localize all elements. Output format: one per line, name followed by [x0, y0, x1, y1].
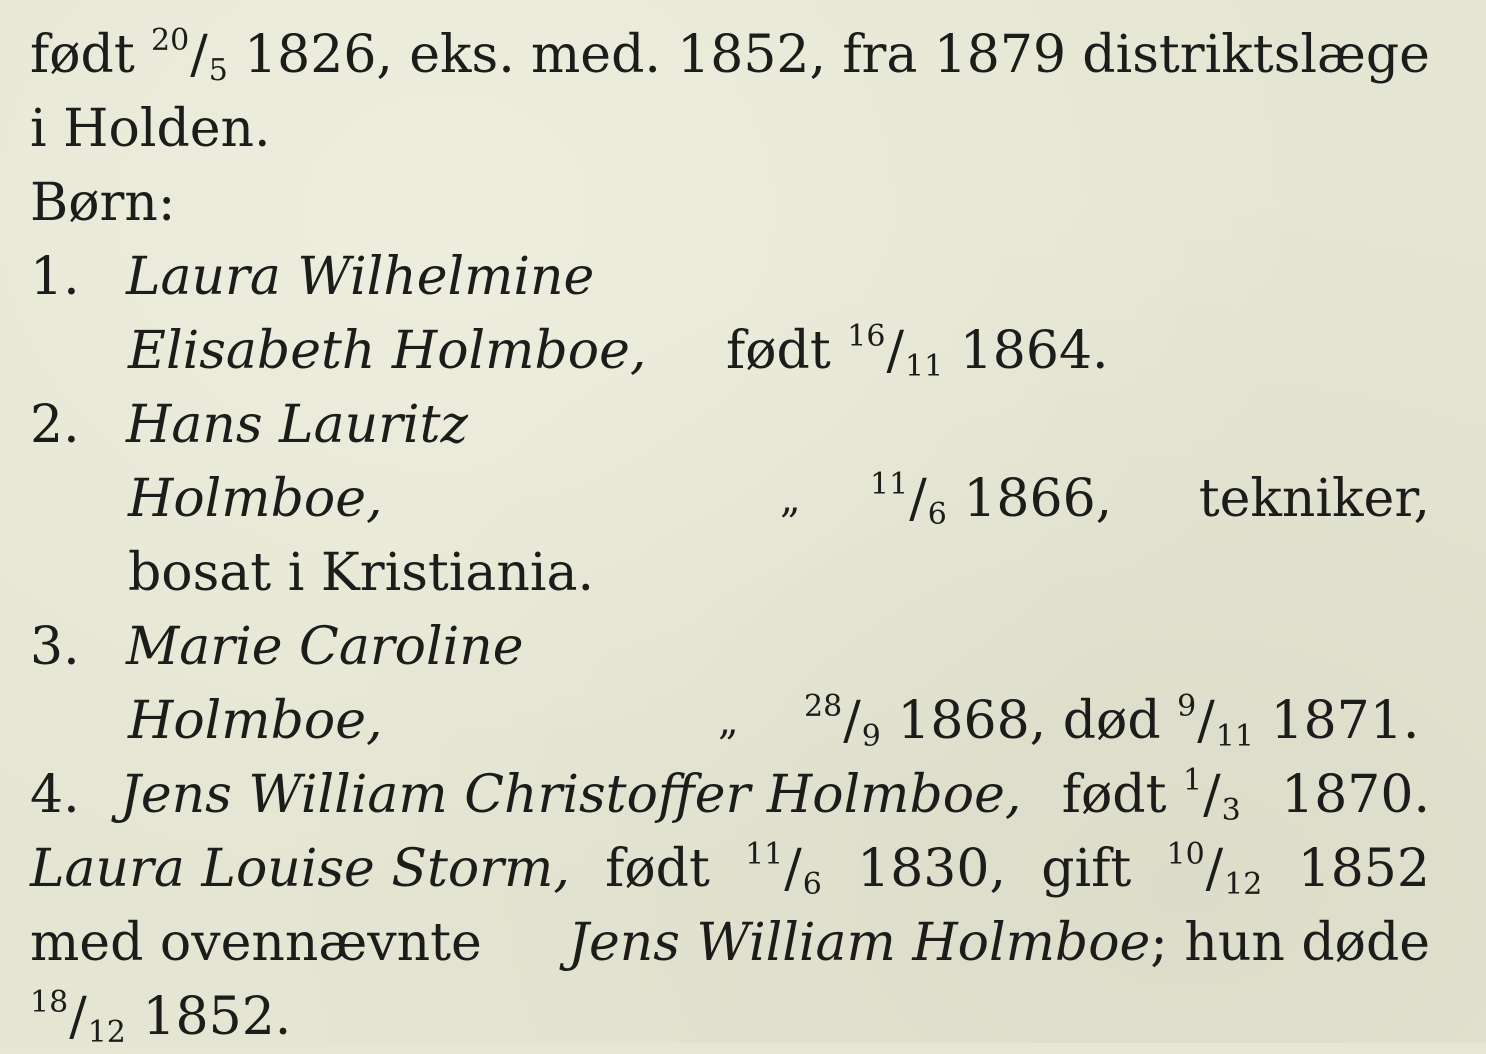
word: eks.	[409, 25, 515, 85]
child-name: Marie Caroline	[126, 617, 524, 677]
word: med.	[531, 25, 661, 85]
child-name: Hans Lauritz	[126, 395, 468, 455]
child-1-line-1	[30, 240, 1430, 314]
ditto-mark: „	[718, 698, 739, 744]
child-2-line-3: bosat i Kristiania.	[128, 543, 595, 603]
child-name: Elisabeth Holmboe,	[128, 321, 647, 381]
child-3-line-1	[30, 610, 1430, 684]
child-birth: $^{11}/_6$ 1866,	[870, 467, 1113, 532]
text-line-1	[30, 18, 1430, 92]
child-name: Laura Wilhelmine	[126, 247, 595, 307]
child-1-line-2	[128, 314, 1430, 388]
word: 1826,	[244, 25, 393, 85]
word: 1852	[1297, 839, 1430, 899]
spouse-birth-date: $^{11}/_6$	[745, 837, 822, 902]
word: med ovennævnte	[30, 913, 482, 973]
word: fra	[842, 25, 918, 85]
child-birth: født $^{16}/_{11}$ 1864.	[726, 319, 1109, 384]
spouse-name: Laura Louise Storm,	[30, 839, 570, 899]
child-occupation: tekniker,	[1198, 469, 1430, 529]
child-2-line-1	[30, 388, 1430, 462]
word: 1879	[933, 25, 1067, 85]
child-4-line	[30, 758, 1430, 832]
word: 1870.	[1281, 765, 1430, 825]
child-number: 3.	[30, 617, 80, 677]
child-number: 2.	[30, 395, 80, 455]
spouse-line-1	[30, 832, 1430, 906]
child-name: Jens William Christoffer Holmboe,	[120, 765, 1022, 825]
word: 1830,	[857, 839, 1006, 899]
child-number: 4.	[30, 765, 80, 825]
spouse-line-2	[30, 906, 1430, 980]
ditto-mark: „	[780, 476, 801, 522]
word: gift	[1041, 839, 1132, 899]
text-line-2: i Holden.	[30, 99, 271, 159]
child-name: Holmboe,	[128, 691, 383, 751]
child-birth: født $^1/_3$	[1061, 763, 1241, 828]
word: født	[30, 25, 135, 85]
husband-ref: Jens William Holmboe; hun døde	[568, 913, 1430, 973]
child-3-line-2	[128, 684, 1430, 758]
child-2-line-2	[128, 462, 1430, 536]
word: 1852,	[677, 25, 827, 85]
word: distriktslæge	[1082, 25, 1430, 85]
child-name: Holmboe,	[128, 469, 383, 529]
marriage-date: $^{10}/_{12}$	[1166, 837, 1263, 902]
children-heading: Børn:	[30, 173, 176, 233]
birth-date: $^{20}/_5$	[151, 23, 228, 88]
death-date: $^{18}/_{12}$ 1852.	[30, 985, 292, 1050]
word: født	[605, 839, 710, 899]
child-birth: $^{28}/_9$ 1868, død $^9/_{11}$ 1871.	[804, 689, 1420, 754]
child-number: 1.	[30, 247, 80, 307]
